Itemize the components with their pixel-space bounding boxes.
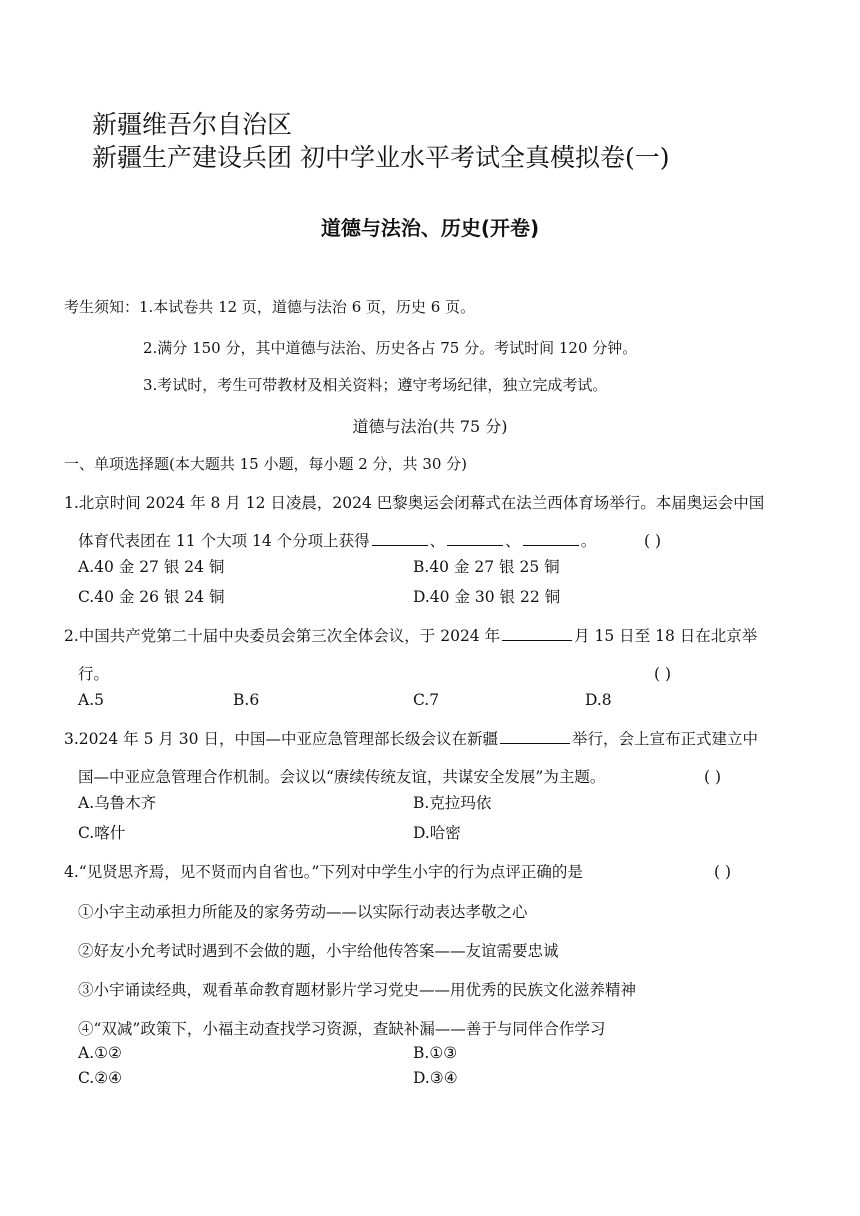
q3-option-a[interactable]: A.乌鲁木齐: [78, 794, 157, 812]
q2-stem-line1: [64, 625, 757, 647]
q1-blank-2[interactable]: [447, 531, 503, 546]
q4-option-b[interactable]: B.①③: [413, 1044, 458, 1062]
q2-blank[interactable]: [502, 626, 572, 641]
q4-option-c[interactable]: C.②④: [78, 1069, 123, 1087]
q4-statement-4: ④“双减”政策下，小福主动查找学习资源，查缺补漏——善于与同伴合作学习: [78, 1020, 606, 1038]
q4-statement-1: ①小宇主动承担力所能及的家务劳动——以实际行动表达孝敬之心: [78, 903, 528, 921]
q3-blank[interactable]: [500, 729, 570, 744]
q4-option-a[interactable]: A.①②: [78, 1044, 122, 1062]
q4-option-d[interactable]: D.③④: [413, 1069, 458, 1087]
q3-stem-text-a: 3.2024 年 5 月 30 日，中国—中亚应急管理部长级会议在新疆: [64, 730, 498, 748]
q1-blank-3[interactable]: [523, 531, 579, 546]
q4-statement-2: ②好友小允考试时遇到不会做的题，小宇给他传答案——友谊需要忠诚: [78, 942, 559, 960]
subject-title: 道德与法治、历史(开卷): [320, 216, 540, 240]
q3-answer-paren: ( ): [704, 768, 722, 786]
q2-option-a[interactable]: A.5: [78, 691, 104, 709]
q1-option-b[interactable]: B.40 金 27 银 25 铜: [413, 558, 560, 576]
q3-option-d[interactable]: D.哈密: [413, 824, 461, 842]
q3-option-b[interactable]: B.克拉玛依: [413, 794, 492, 812]
q4-answer-paren: ( ): [714, 863, 732, 881]
notice-item-1: 考生须知：1.本试卷共 12 页，道德与法治 6 页，历史 6 页。: [64, 298, 476, 316]
q1-stem-line1: 1.北京时间 2024 年 8 月 12 日凌晨，2024 巴黎奥运会闭幕式在法兰西体育场举行。本届奥运会中国: [64, 494, 765, 512]
q3-stem-line1: [64, 728, 758, 750]
q1-option-c[interactable]: C.40 金 26 银 24 铜: [78, 588, 225, 606]
q1-blank-1[interactable]: [372, 531, 428, 546]
q2-stem-text-b: 月 15 日至 18 日在北京举: [574, 627, 758, 645]
q3-option-c[interactable]: C.喀什: [78, 824, 126, 842]
q2-answer-paren: ( ): [654, 665, 672, 683]
exam-title: 新疆生产建设兵团 初中学业水平考试全真模拟卷(一): [92, 143, 670, 172]
q2-stem-text-a: 2.中国共产党第二十届中央委员会第三次全体会议，于 2024 年: [64, 627, 501, 645]
q1-option-d[interactable]: D.40 金 30 银 22 铜: [413, 588, 561, 606]
section-title: 道德与法治(共 75 分): [352, 417, 508, 436]
q3-stem-text-b: 举行，会上宣布正式建立中: [571, 730, 758, 748]
region-title: 新疆维吾尔自治区: [92, 110, 293, 139]
q4-statement-3: ③小宇诵读经典，观看革命教育题材影片学习党史——用优秀的民族文化滋养精神: [78, 981, 637, 999]
q1-separator-2: 、: [505, 532, 521, 550]
q1-end: 。: [580, 532, 597, 550]
q4-stem: 4.“见贤思齐焉，见不贤而内自省也。”下列对中学生小宇的行为点评正确的是: [64, 863, 583, 881]
q1-option-a[interactable]: A.40 金 27 银 24 铜: [78, 558, 225, 576]
notice-item-2: 2.满分 150 分，其中道德与法治、历史各占 75 分。考试时间 120 分钟。: [143, 339, 638, 357]
part-title: 一、单项选择题(本大题共 15 小题，每小题 2 分，共 30 分): [64, 455, 468, 473]
q2-stem-line2: 行。: [78, 665, 110, 683]
q2-option-c[interactable]: C.7: [413, 691, 440, 709]
q1-stem-line2: [78, 530, 596, 552]
q2-option-b[interactable]: B.6: [233, 691, 260, 709]
q2-option-d[interactable]: D.8: [585, 691, 612, 709]
q1-stem-text: 体育代表团在 11 个大项 14 个分项上获得: [78, 532, 370, 550]
q1-answer-paren: ( ): [644, 532, 662, 550]
q3-stem-line2: 国—中亚应急管理合作机制。会议以“赓续传统友谊，共谋安全发展”为主题。: [78, 768, 606, 786]
q1-separator-1: 、: [429, 532, 446, 550]
notice-item-3: 3.考试时，考生可带教材及相关资料；遵守考场纪律，独立完成考试。: [143, 376, 608, 394]
